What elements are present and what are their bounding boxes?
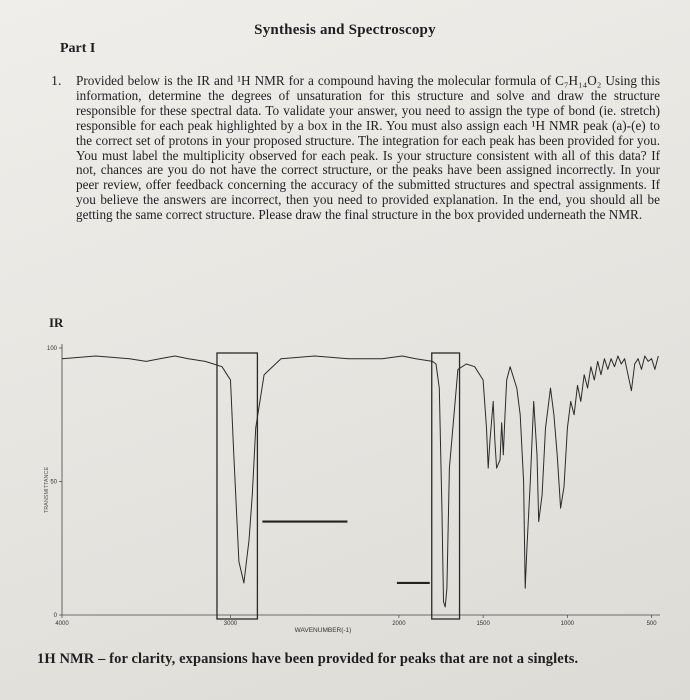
x-tick-label: 4000 [55, 621, 69, 627]
y-tick-label: 0 [53, 613, 57, 619]
ir-spectrum-chart [40, 330, 670, 640]
x-tick-label: 500 [646, 621, 657, 627]
x-tick-label: 1000 [560, 621, 575, 627]
ir-spectrum-lines [62, 356, 658, 607]
question-text [76, 74, 660, 223]
x-tick-label: 1500 [476, 621, 490, 627]
ir-highlight-boxes [217, 353, 460, 619]
y-tick-label: 100 [46, 346, 57, 352]
x-tick-label: 2000 [392, 621, 406, 627]
y-tick-label: 50 [50, 479, 57, 486]
question-paragraph: Provided below is the IR and ¹H NMR for a compound having the molecular formula of C₇H₁₄O₂ Using this information, determine the degrees of unsaturation for this structure and solve and draw the structure responsible for these spectral data. To validate your answer, you need to assign the type of bond (ie. stretch) responsible for each peak highlighted by a box in the IR. You must also assign each ¹H NMR peak (a)-(e) to the correct set of protons in your proposed structure. The integration for each peak has been provided for you. You must label the multiplicity observed for each peak. Is your structure consistent with all of this data? If not, chances are you do not have the correct structure, or the peaks have been assigned incorrectly. In your peer review, offer feedback concerning the accuracy of the submitted structures and spectral assignments. If you believe the answers are incorrect, then you need to provided explanation. In the end, you should all be getting the same correct structure. Please draw the final structure in the box provided underneath the NMR. [76, 73, 660, 223]
question-number: 1. [51, 74, 62, 89]
nmr-caption: 1H NMR – for clarity, expansions have been provided for peaks that are not a singlets. [37, 651, 579, 667]
part-heading: Part I [60, 41, 96, 56]
x-tick-label: 3000 [223, 621, 238, 627]
ir-heading: IR [49, 315, 64, 330]
ir-highlight-box-1 [217, 353, 257, 619]
page-title: Synthesis and Spectroscopy [254, 22, 436, 38]
ir-spectrum-trace [62, 356, 658, 607]
ir-axis-labels [44, 346, 657, 634]
y-axis-label: TRANSMITTANCE [44, 466, 50, 514]
x-axis-label: WAVENUMBER(-1) [294, 627, 352, 634]
ir-axes [59, 344, 660, 618]
